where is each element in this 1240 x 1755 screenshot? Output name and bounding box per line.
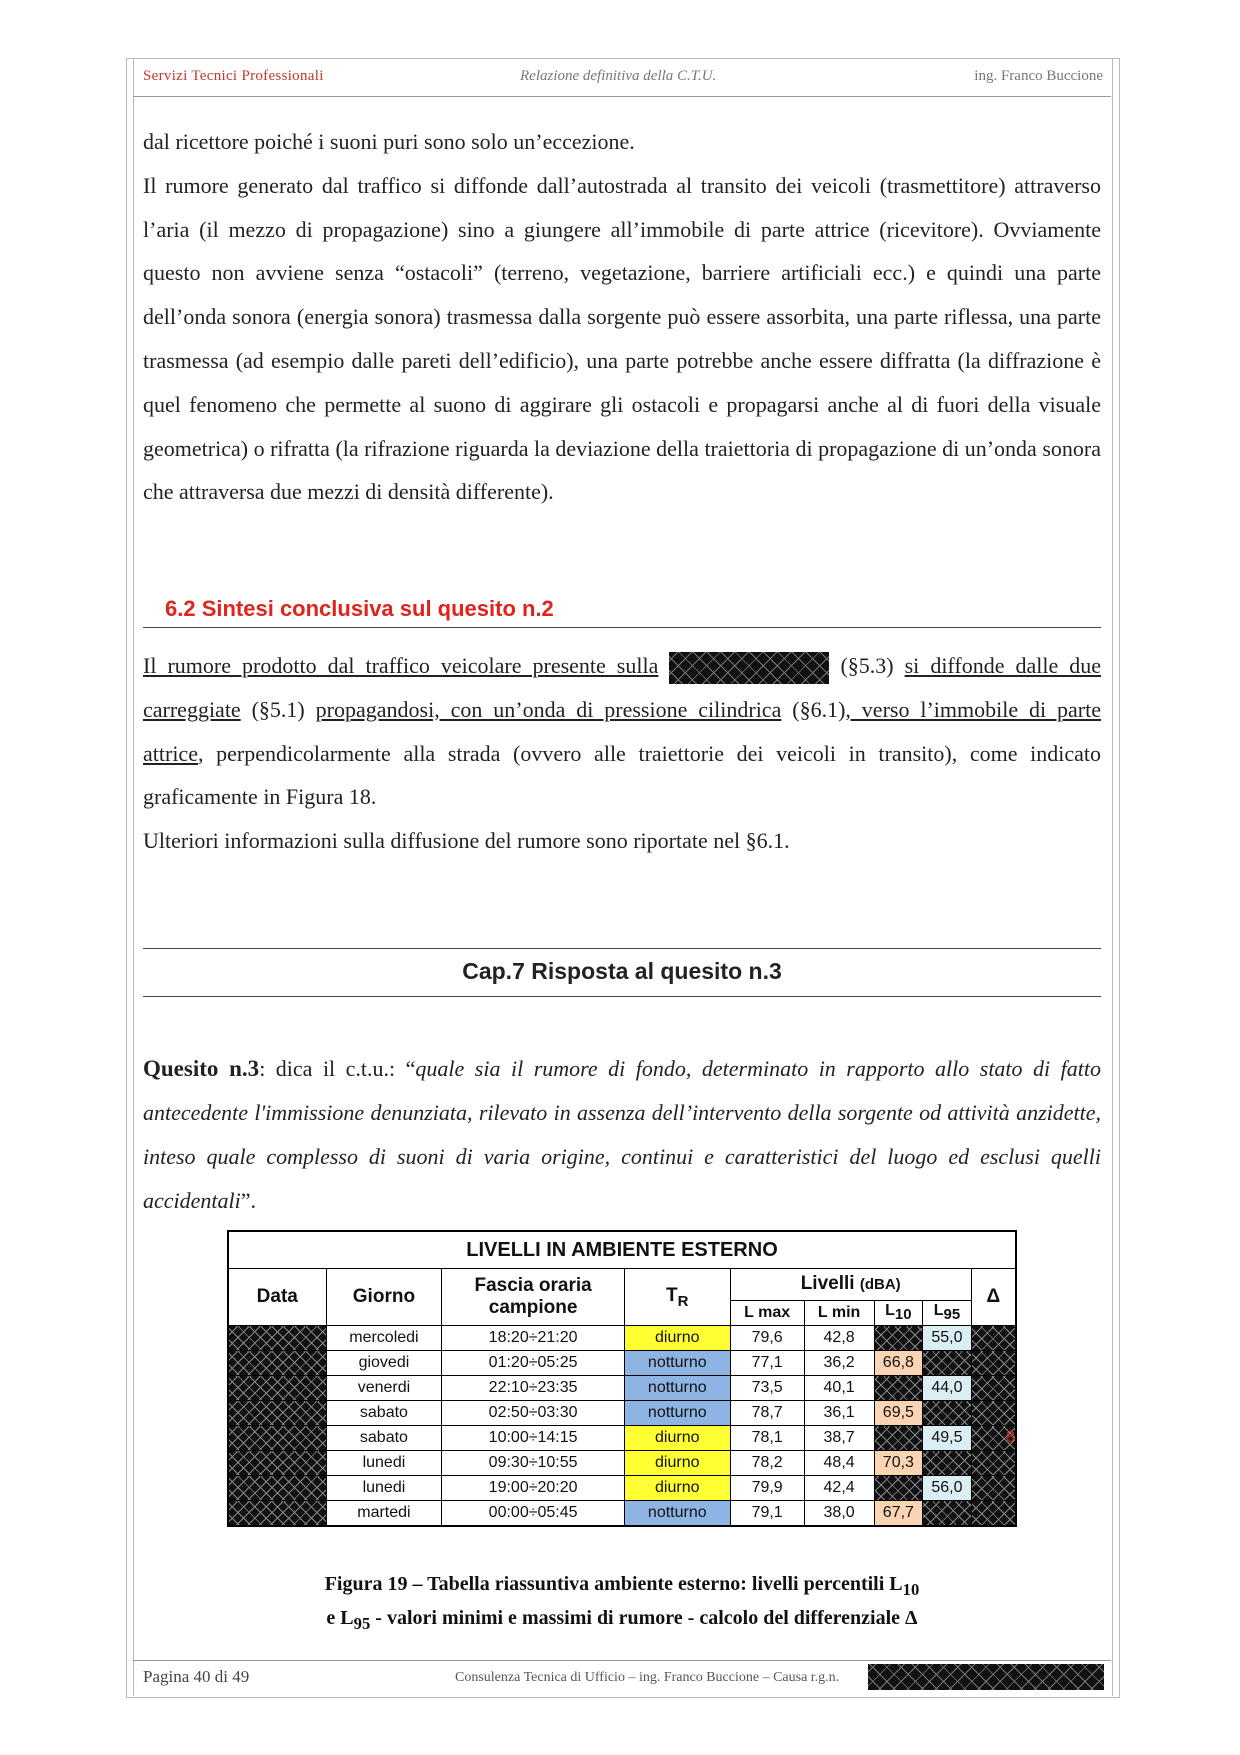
cell-tr: notturno [624,1351,730,1376]
cell-lmax: 78,7 [730,1401,804,1426]
cell-fascia: 22:10÷23:35 [442,1376,625,1401]
cell-tr: diurno [624,1451,730,1476]
cell-lmin: 36,1 [804,1401,874,1426]
header-left: Servizi Tecnici Professionali [143,68,324,84]
chapter-rule-bottom [143,996,1101,997]
cell-delta: 8 [971,1426,1016,1451]
cell-giorno: lunedi [326,1451,442,1476]
redacted-delta-cell [971,1476,1016,1501]
col-header-giorno: Giorno [326,1269,442,1326]
cell-fascia: 10:00÷14:15 [442,1426,625,1451]
redacted-l10-cell [874,1326,923,1351]
cell-lmin: 36,2 [804,1351,874,1376]
redacted-l10-cell [874,1476,923,1501]
redacted-delta-cell [971,1376,1016,1401]
table-row [228,1376,1016,1401]
redacted-delta-cell [971,1326,1016,1351]
ref-5-3: (§5.3) [840,653,894,678]
summary-part-5: , perpendicolarmente alla strada (ovvero alle traiettorie dei veicoli in transito), come indicato graficamente in Figura 18. [143,740,1101,810]
cell-lmax: 78,1 [730,1426,804,1451]
redacted-date-cell [228,1501,326,1527]
cell-lmax: 79,1 [730,1501,804,1527]
intro-paragraph-2: Il rumore generato dal traffico si diffonde dall’autostrada al transito dei veicoli (trasmettitore) attraverso l’aria (il mezzo di propagazione) sino a giungere all’immobile di parte attrice (ricevitore). Ovviamente questo non avviene senza “ostacoli” (terreno, vegetazione, barriere artificiali ecc.) e quindi una parte dell’onda sonora (energia sonora) trasmessa dalla sorgente può essere assorbita, una parte riflessa, una parte trasmessa (ad esempio dalle pareti dell’edificio), una parte potrebbe anche essere diffratta (la diffrazione è quel fenomeno che permette al suono di aggirare gli ostacoli e propagarsi anche al di fuori della visuale geometrica) o rifratta (la rifrazione riguarda la deviazione della traiettoria di propagazione di un’onda sonora che attraversa due mezzi di densità differente). [143,172,1101,505]
cell-giorno: sabato [326,1426,442,1451]
cell-l10: 66,8 [874,1351,923,1376]
intro-text [143,120,1101,514]
header-center: Relazione definitiva della C.T.U. [520,68,717,84]
cell-lmin: 38,0 [804,1501,874,1527]
table-row [228,1501,1016,1527]
figure-caption [143,1570,1101,1638]
col-header-data: Data [228,1269,326,1326]
summary-part-3: propagandosi, con un’onda di pressione cilindrica [315,696,782,722]
col-header-delta: Δ [971,1269,1016,1326]
cell-l95: 56,0 [923,1476,972,1501]
redacted-date-cell [228,1451,326,1476]
table-row [228,1326,1016,1351]
cell-fascia: 19:00÷20:20 [442,1476,625,1501]
cell-giorno: mercoledi [326,1326,442,1351]
redacted-l10-cell [874,1426,923,1451]
col-header-lmax: L max [730,1300,804,1325]
footer-redaction-block [868,1664,1104,1690]
cell-l10: 69,5 [874,1401,923,1426]
cell-l95: 44,0 [923,1376,972,1401]
redacted-date-cell [228,1401,326,1426]
cell-fascia: 09:30÷10:55 [442,1451,625,1476]
cell-fascia: 18:20÷21:20 [442,1326,625,1351]
redacted-delta-cell [971,1351,1016,1376]
table-row [228,1351,1016,1376]
ref-5-1: (§5.1) [251,696,305,722]
summary-paragraph [143,644,1101,819]
table-title: LIVELLI IN AMBIENTE ESTERNO [228,1231,1016,1269]
caption-line-2: e $L_{95}$ - valori minimi e massimi di rumore - calcolo del differenziale Δ [326,1607,918,1633]
quesito-label: Quesito n.3 [143,1056,260,1081]
cell-giorno: martedi [326,1501,442,1527]
chapter-rule-top [143,948,1101,949]
cell-l95: 55,0 [923,1326,972,1351]
cell-l10: 70,3 [874,1451,923,1476]
redacted-delta-cell [971,1401,1016,1426]
col-header-fascia: Fascia oraria campione [442,1269,625,1326]
cell-tr: diurno [624,1476,730,1501]
summary-part-1: Il rumore prodotto dal traffico veicolare presente sulla [143,653,659,678]
levels-table [227,1230,1017,1527]
redacted-date-cell [228,1376,326,1401]
cell-fascia: 00:00÷05:45 [442,1501,625,1527]
redacted-date-cell [228,1326,326,1351]
cell-l10: 67,7 [874,1501,923,1527]
header-divider [133,96,1111,97]
redacted-l95-cell [923,1501,972,1527]
cell-fascia: 01:20÷05:25 [442,1351,625,1376]
redaction-block [669,652,829,684]
header-right: ing. Franco Buccione [974,68,1103,84]
redacted-l95-cell [923,1401,972,1426]
summary-paragraph-2: Ulteriori informazioni sulla diffusione del rumore sono riportate nel §6.1. [143,828,790,854]
summary-part-4: , verso l’immobile di parte attrice [143,696,1102,766]
col-header-tr: $T_R$ [624,1269,730,1326]
redacted-date-cell [228,1351,326,1376]
cell-giorno: venerdi [326,1376,442,1401]
cell-lmin: 42,8 [804,1326,874,1351]
cell-lmax: 77,1 [730,1351,804,1376]
col-header-l95: $L_{95}$ [923,1300,972,1325]
caption-line-1: Figura 19 – Tabella riassuntiva ambiente esterno: livelli percentili $L_{10}$ [324,1573,920,1599]
footer-divider [133,1660,1111,1661]
redacted-date-cell [228,1426,326,1451]
redacted-delta-cell [971,1451,1016,1476]
cell-giorno: giovedi [326,1351,442,1376]
quesito-quote: quale sia il rumore di fondo, determinato in rapporto allo stato di fatto antecedente l'immissione denunziata, rilevato in assenza dell’intervento della sorgente od attività anzidette, inteso quale complesso di suoni di varia origine, continui e caratteristici del luogo ed esclusi quelli accidentali [143,1056,1101,1213]
ref-6-1: (§6.1) [792,696,846,722]
table-row [228,1426,1016,1451]
chapter-title: Cap.7 Risposta al quesito n.3 [462,958,782,984]
redacted-date-cell [228,1476,326,1501]
cell-lmax: 79,6 [730,1326,804,1351]
redacted-l95-cell [923,1351,972,1376]
col-header-l10: $L_{10}$ [874,1300,923,1325]
col-header-livelli: Livelli (dBA) [730,1269,971,1301]
intro-paragraph-1: dal ricettore poiché i suoni puri sono solo un’eccezione. [143,129,635,154]
cell-lmax: 78,2 [730,1451,804,1476]
cell-tr: diurno [624,1426,730,1451]
cell-tr: diurno [624,1326,730,1351]
redacted-delta-cell [971,1501,1016,1527]
quesito-tail: ”. [240,1188,257,1213]
summary-part-2: si diffonde dalle due carreggiate [143,653,1102,722]
cell-giorno: sabato [326,1401,442,1426]
table-row [228,1476,1016,1501]
cell-tr: notturno [624,1376,730,1401]
cell-lmin: 38,7 [804,1426,874,1451]
quesito-lead: : dica il c.t.u.: “ [259,1056,416,1081]
cell-tr: notturno [624,1401,730,1426]
redacted-l95-cell [923,1451,972,1476]
redacted-l10-cell [874,1376,923,1401]
cell-tr: notturno [624,1501,730,1527]
section-divider [143,627,1101,628]
section-6-2-text [143,644,1101,863]
cell-l95: 49,5 [923,1426,972,1451]
quesito-paragraph [143,1047,1101,1223]
col-header-lmin: L min [804,1300,874,1325]
cell-lmin: 42,4 [804,1476,874,1501]
table-body [228,1326,1016,1527]
cell-giorno: lunedi [326,1476,442,1501]
cell-lmin: 40,1 [804,1376,874,1401]
cell-fascia: 02:50÷03:30 [442,1401,625,1426]
footer-page-number: Pagina 40 di 49 [143,1667,250,1686]
table-row [228,1451,1016,1476]
cell-lmax: 79,9 [730,1476,804,1501]
cell-lmax: 73,5 [730,1376,804,1401]
table-row [228,1401,1016,1426]
footer-right: Consulenza Tecnica di Ufficio – ing. Franco Buccione – Causa r.g.n. [455,1670,840,1685]
section-title-6-2: 6.2 Sintesi conclusiva sul quesito n.2 [165,596,554,621]
cell-lmin: 48,4 [804,1451,874,1476]
